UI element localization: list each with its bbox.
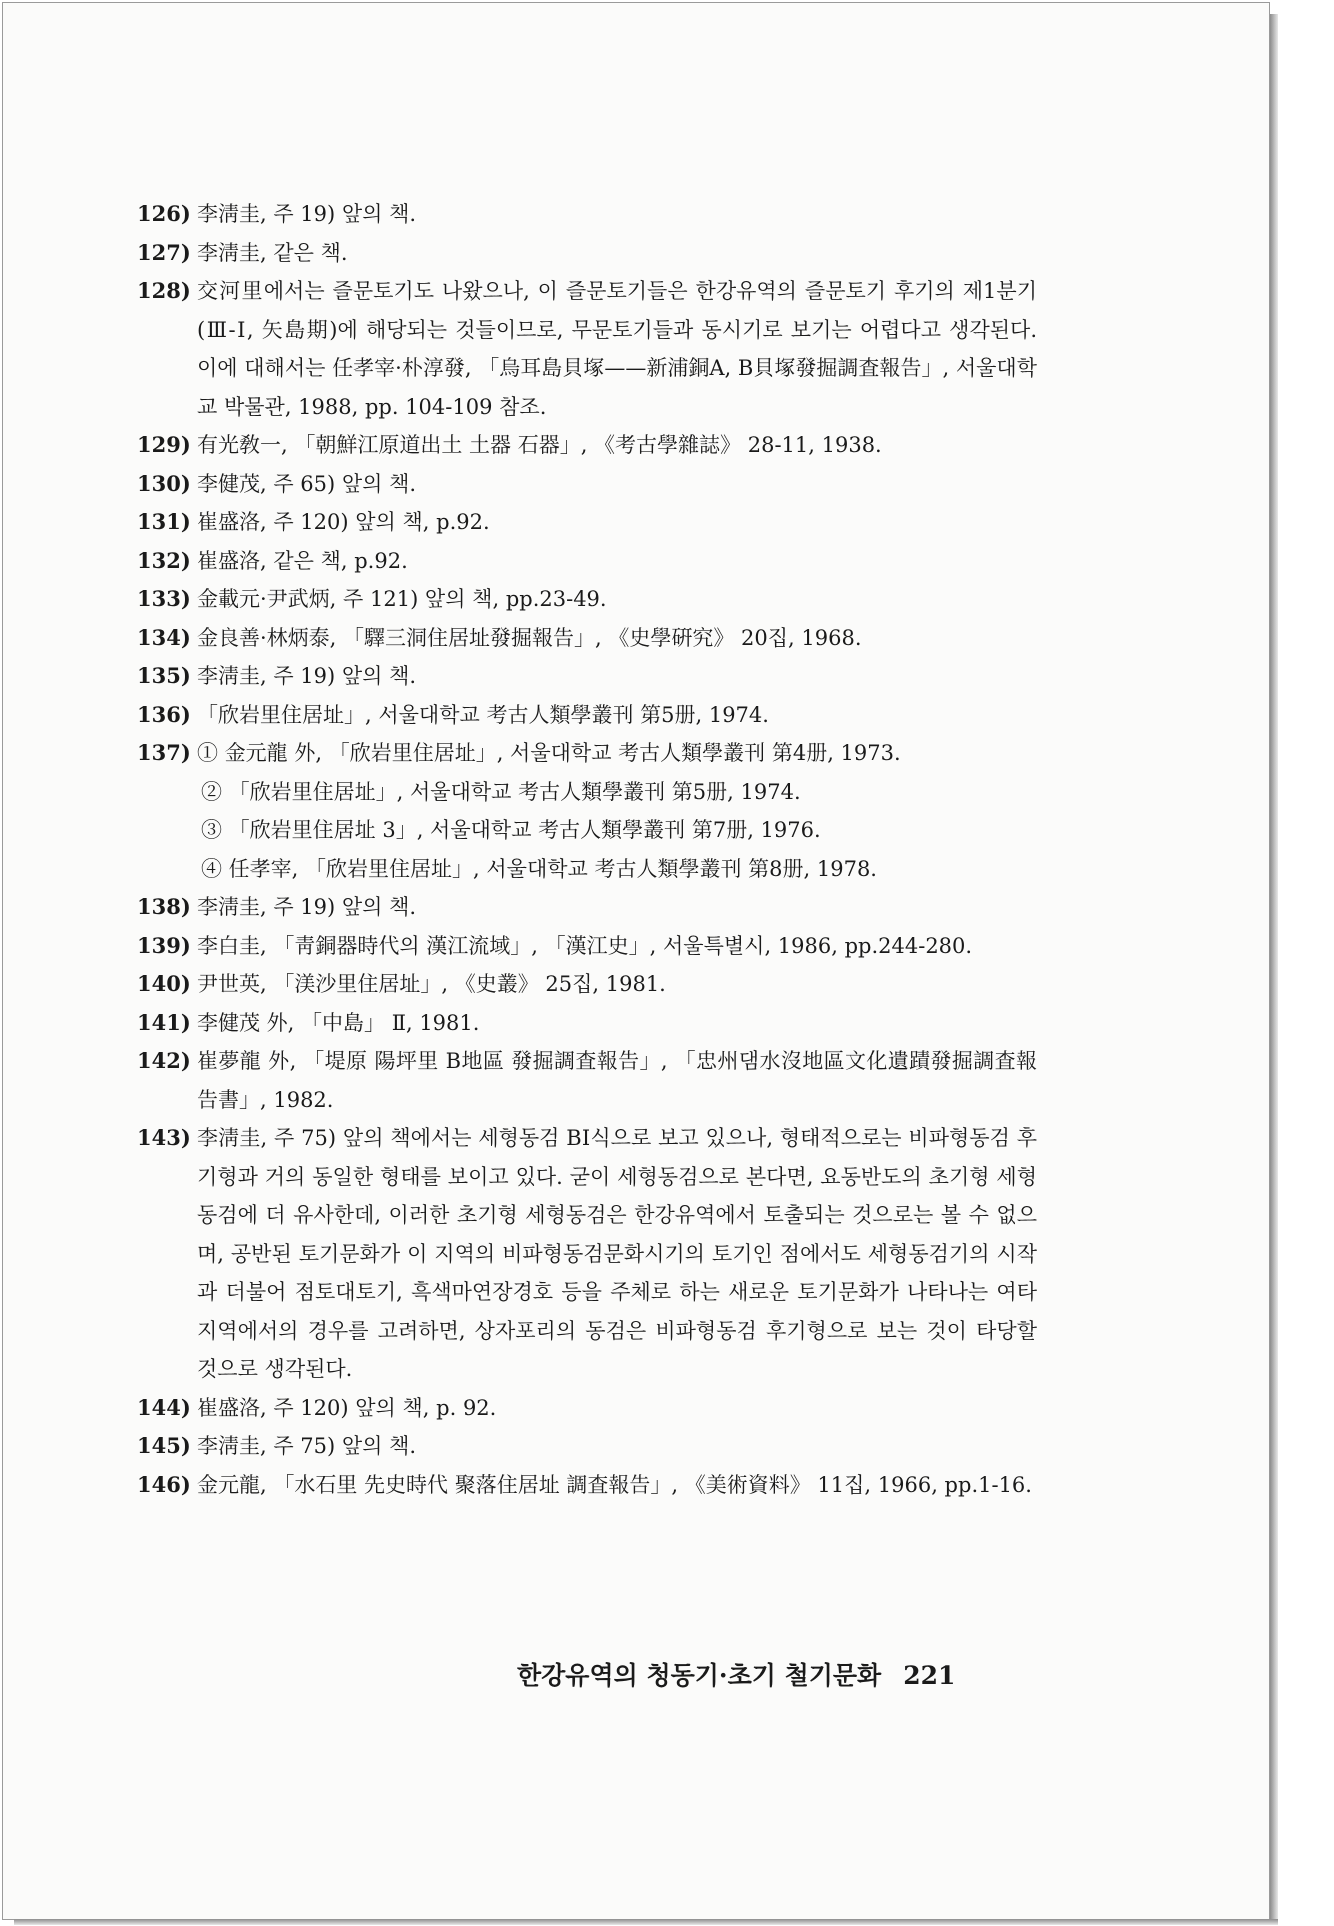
footnote-text: 李淸圭, 주 19) 앞의 책. [197,895,417,919]
footnote-number: 129) [137,432,191,457]
footnote-number: 145) [137,1433,191,1458]
footnote-text: 交河里에서는 즐문토기도 나왔으나, 이 즐문토기들은 한강유역의 즐문토기 후기의 제1분기(Ⅲ-Ⅰ, 矢島期)에 해당되는 것들이므로, 무문토기들과 동시기로 보기는 어렵다고 생각된다. 이에 대해서는 任孝宰·朴淳發, 「烏耳島貝塚——新浦銅A, B貝塚發掘調査報告」, 서울대학교 박물관, 1988, pp. 104-109 참조. [197,279,1037,419]
footnote-text: 崔盛洛, 같은 책, p.92. [197,548,408,573]
footnote-text: 尹世英, 「渼沙里住居址」, 《史叢》 25집, 1981. [197,972,666,996]
footnote-sub-item: ② 「欣岩里住居址」, 서울대학교 考古人類學叢刊 第5册, 1974. [201,779,801,804]
footnote-number: 130) [137,470,191,496]
footnote-number: 139) [137,932,191,958]
footnote-141 [137,1004,1037,1043]
footnote-128 [137,272,1037,426]
footnote-number: 142) [137,1048,191,1073]
footnote-130 [137,465,1037,504]
footnote-text: 崔盛洛, 주 120) 앞의 책, p. 92. [197,1395,497,1420]
footnote-127 [137,234,1037,273]
running-footer [517,1656,1037,1696]
footnote-text: 金元龍, 「水石里 先史時代 聚落住居址 調査報告」, 《美術資料》 11집, 1966, pp.1-16. [197,1472,1032,1497]
footnote-text: 李淸圭, 주 19) 앞의 책. [197,664,417,688]
footnote-text: 李白圭, 「靑銅器時代의 漢江流域」, 「漢江史」, 서울특별시, 1986, pp.244-280. [197,933,973,958]
footnote-text: 金良善·林炳泰, 「驛三洞住居址發掘報告」, 《史學硏究》 20집, 1968. [197,625,862,650]
footnote-144 [137,1389,1037,1428]
document-page [2,2,1270,1920]
footnote-133 [137,580,1037,619]
footnote-134 [137,619,1037,658]
page-edge-shadow [14,1919,1278,1925]
footnote-number: 146) [137,1471,191,1497]
footnote-145 [137,1427,1037,1466]
footnote-132 [137,542,1037,581]
footnote-number: 134) [137,624,191,650]
footnote-sub-item: ③ 「欣岩里住居址 3」, 서울대학교 考古人類學叢刊 第7册, 1976. [201,818,821,842]
footnote-text: 李健茂, 주 65) 앞의 책. [197,471,417,496]
footnote-text: 有光敎一, 「朝鮮江原道出土 土器 石器」, 《考古學雜誌》 28-11, 1938. [197,433,882,457]
footnote-number: 133) [137,586,191,611]
footnote-135 [137,657,1037,696]
footnote-131 [137,503,1037,542]
footnote-text: 李淸圭, 주 75) 앞의 책에서는 세형동검 BⅠ식으로 보고 있으나, 형태적으로는 비파형동검 후기형과 거의 동일한 형태를 보이고 있다. 굳이 세형동검으로 본다면, 요동반도의 초기형 세형동검에 더 유사한데, 이러한 초기형 세형동검은 한강유역에서 토출되는 것으로는 볼 수 없으며, 공반된 토기문화가 이 지역의 비파형동검문화시기의 토기인 점에서도 세형동검기의 시작과 더불어 점토대토기, 흑색마연장경호 등을 주체로 하는 새로운 토기문화가 나타나는 여타 지역에서의 경우를 고려하면, 상자포리의 동검은 비파형동검 후기형으로 보는 것이 타당할 것으로 생각된다. [197,1126,1037,1381]
footnote-number: 143) [137,1125,191,1150]
footnote-text: 金載元·尹武炳, 주 121) 앞의 책, pp.23-49. [197,587,607,611]
footnote-number: 138) [137,894,191,919]
footnote-number: 135) [137,663,191,688]
footnote-text: 崔盛洛, 주 120) 앞의 책, p.92. [197,510,490,534]
footnote-number: 128) [137,278,191,303]
page-number: 221 [903,1661,956,1690]
footnote-text: 崔夢龍 外, 「堤原 陽坪里 B地區 發掘調査報告」, 「忠州댐水沒地區文化遺蹟發掘調査報告書」, 1982. [197,1049,1037,1112]
footnote-number: 137) [137,740,191,765]
footnote-126 [137,195,1037,234]
footnote-number: 140) [137,971,191,996]
footnote-number: 144) [137,1394,191,1420]
page-edge-shadow [1270,14,1278,1922]
footnote-text: 李健茂 外, 「中島」 Ⅱ, 1981. [197,1010,480,1035]
footnote-number: 131) [137,509,191,534]
footnote-129 [137,426,1037,465]
footnote-text: 李淸圭, 주 19) 앞의 책. [197,202,417,226]
footnote-text: 「欣岩里住居址」, 서울대학교 考古人類學叢刊 第5册, 1974. [197,702,769,727]
footnote-140 [137,965,1037,1004]
footnote-143 [137,1119,1037,1389]
footnote-137 [137,734,1037,888]
footnote-146 [137,1466,1037,1505]
footnote-sub-item: ④ 任孝宰, 「欣岩里住居址」, 서울대학교 考古人類學叢刊 第8册, 1978. [201,856,877,881]
footnote-number: 127) [137,239,191,265]
footnote-number: 136) [137,701,191,727]
footnote-list [137,195,1037,1504]
footnote-number: 141) [137,1009,191,1035]
footnote-136 [137,696,1037,735]
footnote-number: 132) [137,547,191,573]
book-title: 한강유역의 청동기·초기 철기문화 [517,1661,882,1690]
footnote-text: 李淸圭, 같은 책. [197,240,348,265]
footnote-text [197,734,1037,888]
footnote-139 [137,927,1037,966]
footnote-sub-item: ① 金元龍 外, 「欣岩里住居址」, 서울대학교 考古人類學叢刊 第4册, 1973. [197,741,901,765]
footnote-number: 126) [137,201,191,226]
footnote-138 [137,888,1037,927]
footnote-text: 李淸圭, 주 75) 앞의 책. [197,1434,417,1458]
footnote-142 [137,1042,1037,1119]
